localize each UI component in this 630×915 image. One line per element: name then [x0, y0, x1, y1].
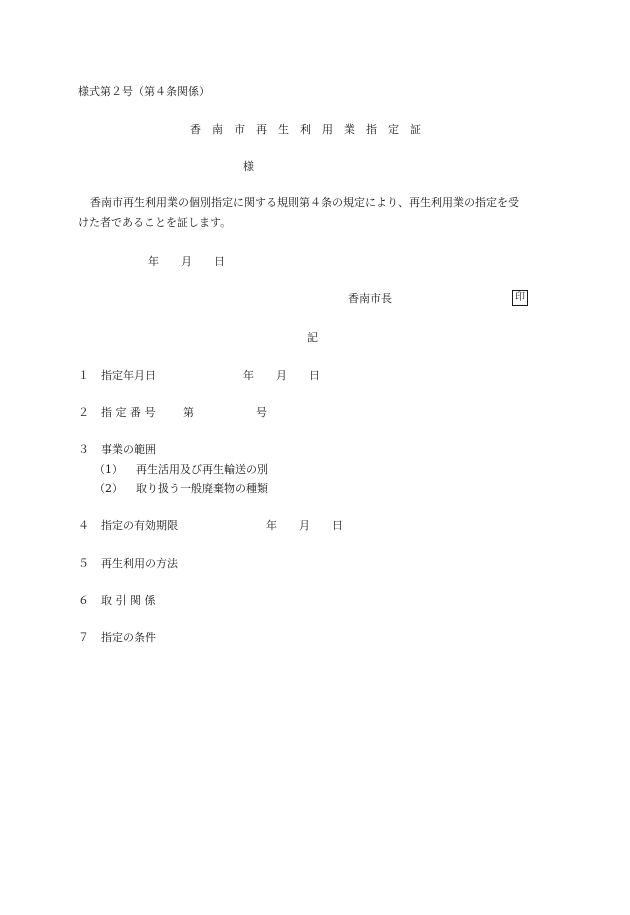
item-3-label: 事業の範囲 — [101, 443, 156, 456]
form-number: 様式第２号（第４条関係） — [78, 85, 210, 98]
item-2-number: ２ — [78, 406, 89, 419]
item-1-number: １ — [78, 369, 89, 382]
item-2-label: 指 定 番 号 — [101, 406, 156, 419]
addressee-suffix: 様 — [243, 160, 254, 173]
item-6-number: ６ — [78, 594, 89, 607]
item-7-number: ７ — [78, 631, 89, 644]
issue-date: 年 月 日 — [148, 255, 225, 268]
item-5-number: ５ — [78, 557, 89, 570]
item-5-label: 再生利用の方法 — [101, 557, 178, 570]
item-4-number: ４ — [78, 519, 89, 532]
body-text-line-1: 香南市再生利用業の個別指定に関する規則第４条の規定により、再生利用業の指定を受 — [90, 196, 519, 209]
item-3-sub-2-label: 取り扱う一般廃棄物の種類 — [136, 482, 268, 495]
item-1-label: 指定年月日 — [101, 369, 156, 382]
item-1-date: 年 月 日 — [243, 369, 320, 382]
item-2-prefix: 第 — [183, 406, 194, 419]
item-4-label: 指定の有効期限 — [101, 519, 178, 532]
item-3-sub-2-number: （2） — [94, 482, 123, 495]
item-7-label: 指定の条件 — [101, 631, 156, 644]
item-2-suffix: 号 — [256, 406, 267, 419]
item-3-sub-1-number: （1） — [94, 463, 123, 476]
item-3-sub-1-label: 再生活用及び再生輸送の別 — [136, 463, 268, 476]
ki-heading: 記 — [307, 331, 318, 344]
seal-mark: 印 — [512, 290, 528, 306]
item-4-date: 年 月 日 — [266, 519, 343, 532]
document-title: 香 南 市 再 生 利 用 業 指 定 証 — [190, 123, 421, 136]
body-text-line-2: けた者であることを証します。 — [78, 216, 232, 229]
item-6-label: 取 引 関 係 — [101, 594, 156, 607]
item-3-number: ３ — [78, 443, 89, 456]
issuer-title: 香南市長 — [348, 292, 392, 305]
